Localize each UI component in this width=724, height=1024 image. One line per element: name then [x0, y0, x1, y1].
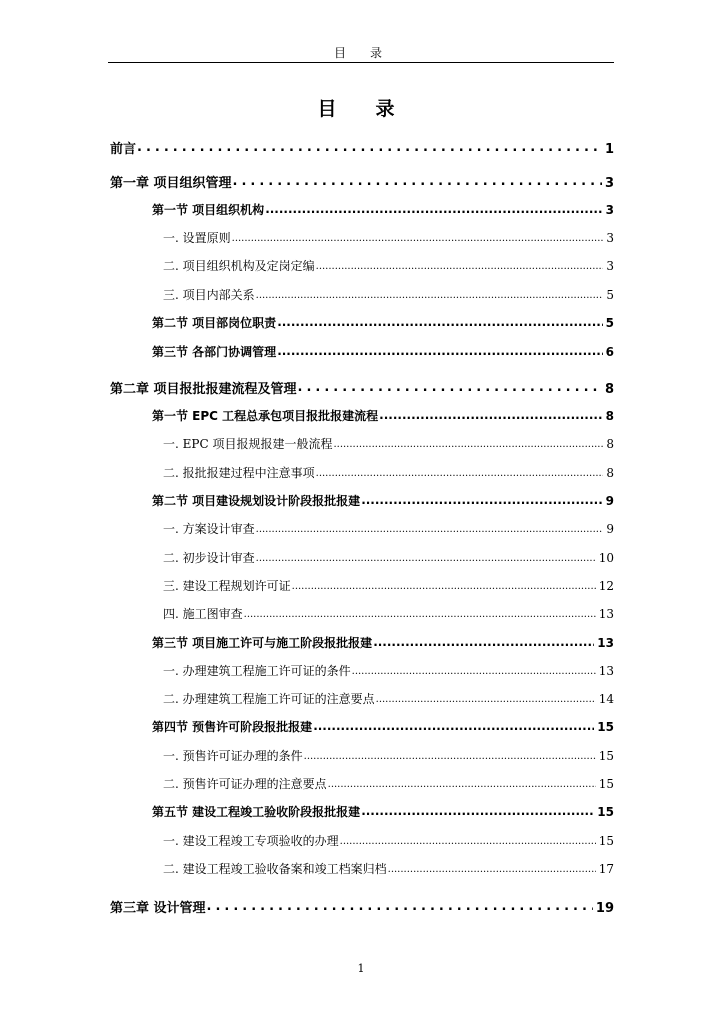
toc-entry-text: 二. 报批报建过程中注意事项	[163, 466, 315, 480]
toc-entry-section[interactable]	[152, 201, 614, 218]
toc-entry-page: 8	[604, 382, 614, 397]
toc-entry-section[interactable]	[152, 492, 614, 509]
toc-entry-page: 13	[598, 607, 614, 621]
toc-entry-page: 9	[605, 494, 614, 508]
toc-entry-text: 第二节 项目部岗位职责	[152, 316, 277, 330]
toc-entry-sub[interactable]	[163, 286, 614, 303]
toc-entry-text: 第二章 项目报批报建流程及管理	[110, 382, 297, 397]
dot-leader	[361, 493, 602, 505]
dot-leader	[379, 408, 602, 420]
toc-entry-page: 5	[606, 288, 614, 302]
toc-entry-text: 第三节 项目施工许可与施工阶段报批报建	[152, 636, 373, 650]
toc-entry-section[interactable]	[152, 314, 614, 331]
toc-entry-section[interactable]	[152, 718, 614, 735]
toc-entry-text: 三. 建设工程规划许可证	[163, 579, 291, 593]
toc-entry-sub[interactable]	[163, 257, 614, 274]
toc-entry-sub[interactable]	[163, 832, 614, 849]
toc-entry-sub[interactable]	[163, 662, 614, 679]
toc-entry-text: 一. 方案设计审查	[163, 522, 255, 536]
dot-leader	[244, 606, 596, 618]
toc-entry-text: 四. 施工图审查	[163, 607, 243, 621]
toc-entry-page: 14	[598, 692, 614, 706]
dot-leader	[304, 748, 596, 760]
toc-entry-page: 8	[606, 466, 614, 480]
toc-entry-text: 第一章 项目组织管理	[110, 176, 232, 191]
toc-entry-text: 二. 初步设计审查	[163, 551, 255, 565]
dot-leader	[333, 436, 603, 448]
toc-entry-page: 3	[606, 231, 614, 245]
toc-entry-page: 3	[604, 176, 614, 191]
toc-entry-text: 第一节 项目组织机构	[152, 203, 265, 217]
toc-entry-page: 13	[598, 664, 614, 678]
toc-entry-text: 第三章 设计管理	[110, 901, 206, 916]
dot-leader	[207, 899, 593, 912]
dot-leader	[298, 380, 602, 393]
toc-entry-sub[interactable]	[163, 549, 614, 566]
toc-entry-page: 12	[598, 579, 614, 593]
toc-entry-text: 二. 预售许可证办理的注意要点	[163, 777, 327, 791]
toc-entry-text: 一. EPC 项目报规报建一般流程	[163, 437, 333, 451]
toc-entry-page: 5	[605, 316, 614, 330]
toc-entry-text: 第五节 建设工程竣工验收阶段报批报建	[152, 805, 361, 819]
toc-entry-sub[interactable]	[163, 690, 614, 707]
running-header: 目 录	[333, 46, 388, 60]
toc-entry-page: 15	[597, 720, 614, 734]
toc-entry-page: 8	[606, 437, 614, 451]
toc-entry-text: 一. 预售许可证办理的条件	[163, 749, 303, 763]
toc-entry-text: 第四节 预售许可阶段报批报建	[152, 720, 313, 734]
toc-entry-text: 第二节 项目建设规划设计阶段报批报建	[152, 494, 361, 508]
toc-entry-chapter[interactable]	[110, 897, 614, 916]
toc-entry-sub[interactable]	[163, 577, 614, 594]
dot-leader	[316, 465, 604, 477]
dot-leader	[265, 202, 602, 214]
toc-entry-section[interactable]	[152, 803, 614, 820]
toc-entry-sub[interactable]	[163, 520, 614, 537]
toc-entry-page: 9	[606, 522, 614, 536]
toc-entry-chapter[interactable]	[110, 378, 614, 397]
toc-entry-section[interactable]	[152, 343, 614, 360]
dot-leader	[352, 663, 596, 675]
toc-entry-chapter[interactable]	[110, 138, 614, 157]
toc-entry-section[interactable]	[152, 634, 614, 651]
toc-entry-page: 13	[597, 636, 614, 650]
toc-entry-page: 15	[597, 805, 614, 819]
toc-entry-page: 15	[598, 749, 614, 763]
dot-leader	[277, 315, 602, 327]
toc-entry-page: 1	[604, 142, 614, 157]
page-number: 1	[357, 962, 365, 975]
toc-entry-section[interactable]	[152, 407, 614, 424]
toc-entry-text: 二. 项目组织机构及定岗定编	[163, 259, 315, 273]
toc-entry-text: 一. 建设工程竣工专项验收的办理	[163, 834, 339, 848]
toc-title: 目 录	[317, 98, 405, 120]
toc-entry-sub[interactable]	[163, 775, 614, 792]
toc-entry-page: 6	[605, 345, 614, 359]
toc-entry-text: 第三节 各部门协调管理	[152, 345, 277, 359]
dot-leader	[233, 174, 602, 187]
toc-entry-sub[interactable]	[163, 860, 614, 877]
toc-entry-text: 二. 办理建筑工程施工许可证的注意要点	[163, 692, 375, 706]
toc-entry-sub[interactable]	[163, 464, 614, 481]
dot-leader	[292, 578, 596, 590]
toc-entry-text: 二. 建设工程竣工验收备案和竣工档案归档	[163, 862, 387, 876]
dot-leader	[277, 344, 602, 356]
dot-leader	[313, 719, 594, 731]
dot-leader	[373, 635, 594, 647]
toc-entry-page: 3	[606, 259, 614, 273]
dot-leader	[232, 230, 604, 242]
dot-leader	[256, 521, 604, 533]
dot-leader	[256, 287, 604, 299]
toc-entry-text: 前言	[110, 142, 137, 157]
dot-leader	[256, 550, 596, 562]
dot-leader	[137, 140, 602, 153]
toc-entry-chapter[interactable]	[110, 172, 614, 191]
toc-entry-text: 三. 项目内部关系	[163, 288, 255, 302]
dot-leader	[388, 861, 596, 873]
toc-entry-sub[interactable]	[163, 605, 614, 622]
toc-entry-sub[interactable]	[163, 229, 614, 246]
dot-leader	[376, 691, 596, 703]
dot-leader	[340, 833, 596, 845]
toc-entry-page: 19	[595, 901, 614, 916]
toc-entry-page: 15	[598, 834, 614, 848]
toc-entry-text: 第一节 EPC 工程总承包项目报批报建流程	[152, 409, 379, 423]
toc-entry-page: 15	[598, 777, 614, 791]
toc-entry-sub[interactable]	[163, 747, 614, 764]
dot-leader	[361, 804, 594, 816]
toc-entry-sub[interactable]	[163, 435, 614, 452]
dot-leader	[328, 776, 596, 788]
toc-entry-page: 10	[598, 551, 614, 565]
toc-entry-page: 8	[605, 409, 614, 423]
toc-entry-page: 17	[598, 862, 614, 876]
toc-entry-text: 一. 办理建筑工程施工许可证的条件	[163, 664, 351, 678]
toc-entry-text: 一. 设置原则	[163, 231, 231, 245]
toc-entry-page: 3	[605, 203, 614, 217]
dot-leader	[316, 258, 604, 270]
